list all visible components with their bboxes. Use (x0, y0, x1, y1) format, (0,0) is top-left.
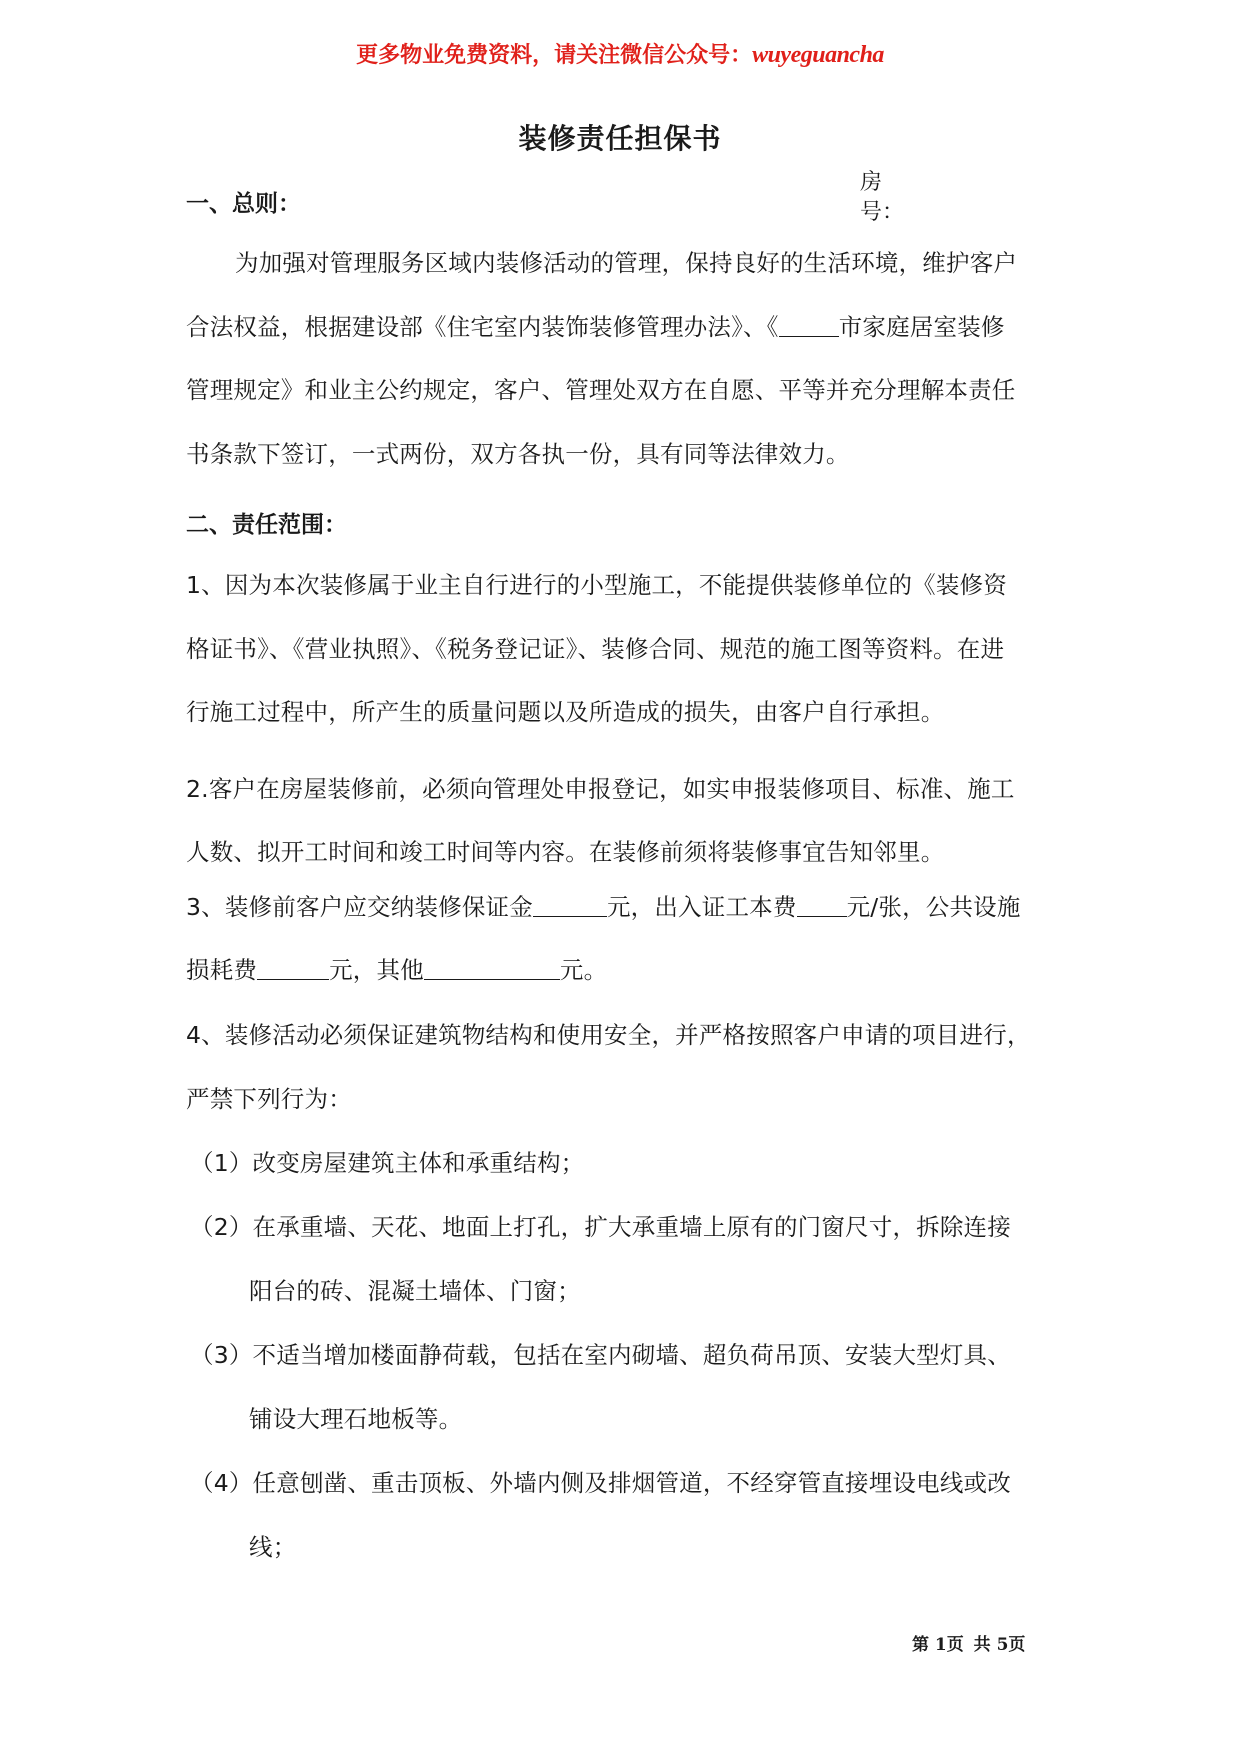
paragraph-line: 4、装修活动必须保证建筑物结构和使用安全，并严格按照客户申请的项目进行， (186, 1021, 1031, 1049)
paragraph-line: 2.客户在房屋装修前，必须向管理处申报登记，如实申报装修项目、标准、施工 (186, 775, 1015, 803)
city-blank[interactable] (779, 314, 839, 337)
text-fragment: 合法权益，根据建设部《住宅室内装饰装修管理办法》、《 (186, 313, 779, 341)
paragraph-line: 书条款下签订，一式两份，双方各执一份，具有同等法律效力。 (186, 440, 850, 468)
room-number-label: 房号： (860, 170, 905, 225)
page-total: 共 5页 (973, 1635, 1026, 1655)
list-item-continuation: 阳台的砖、混凝土墙体、门窗； (249, 1277, 581, 1305)
list-item-continuation: 铺设大理石地板等。 (249, 1405, 463, 1433)
text-fragment: 元，其他 (329, 956, 424, 984)
list-item: （4）任意刨凿、重击顶板、外墙内侧及排烟管道，不经穿管直接埋设电线或改 (190, 1469, 1011, 1497)
paragraph-line: 为加强对管理服务区域内装修活动的管理，保持良好的生活环境，维护客户 (235, 249, 1018, 277)
wear-fee-blank[interactable] (257, 957, 329, 980)
list-item: （3）不适当增加楼面静荷载，包括在室内砌墙、超负荷吊顶、安装大型灯具、 (190, 1341, 1011, 1369)
paragraph-line: 行施工过程中，所产生的质量问题以及所造成的损失，由客户自行承担。 (186, 698, 945, 726)
section1-heading: 一、总则： (186, 191, 301, 217)
paragraph-line (186, 953, 607, 987)
paragraph-line (186, 310, 1005, 344)
pass-fee-blank[interactable] (797, 894, 847, 917)
text-fragment: 元/张，公共设施 (846, 893, 1021, 921)
text-fragment: 损耗费 (186, 956, 258, 984)
paragraph-line: 格证书》、《营业执照》、《税务登记证》、装修合同、规范的施工图等资料。在进 (186, 635, 1005, 663)
text-fragment: 元。 (559, 956, 608, 984)
promo-handle: wuyeguancha (752, 42, 884, 68)
paragraph-line: 严禁下列行为： (186, 1085, 352, 1113)
paragraph-line (186, 890, 1021, 924)
promo-text: 更多物业免费资料，请关注微信公众号： (356, 42, 753, 68)
document-title: 装修责任担保书 (518, 122, 722, 155)
list-item: （1）改变房屋建筑主体和承重结构； (190, 1149, 585, 1177)
text-fragment: 元，出入证工本费 (606, 893, 797, 921)
deposit-blank[interactable] (533, 894, 607, 917)
list-item-continuation: 线； (249, 1533, 297, 1561)
page-number: 第 1页 (912, 1635, 964, 1655)
text-fragment: 3、装修前客户应交纳装修保证金 (186, 893, 533, 921)
list-item: （2）在承重墙、天花、地面上打孔，扩大承重墙上原有的门窗尺寸，拆除连接 (190, 1213, 1011, 1241)
page-footer (912, 1630, 1029, 1655)
section2-heading: 二、责任范围： (186, 512, 347, 538)
text-fragment: 市家庭居室装修 (838, 313, 1005, 341)
paragraph-line: 人数、拟开工时间和竣工时间等内容。在装修前须将装修事宜告知邻里。 (186, 838, 945, 866)
promo-header (0, 38, 1240, 69)
other-fee-blank[interactable] (424, 957, 560, 980)
paragraph-line: 管理规定》和业主公约规定，客户、管理处双方在自愿、平等并充分理解本责任 (186, 376, 1016, 404)
paragraph-line: 1、因为本次装修属于业主自行进行的小型施工，不能提供装修单位的《装修资 (186, 571, 1007, 599)
